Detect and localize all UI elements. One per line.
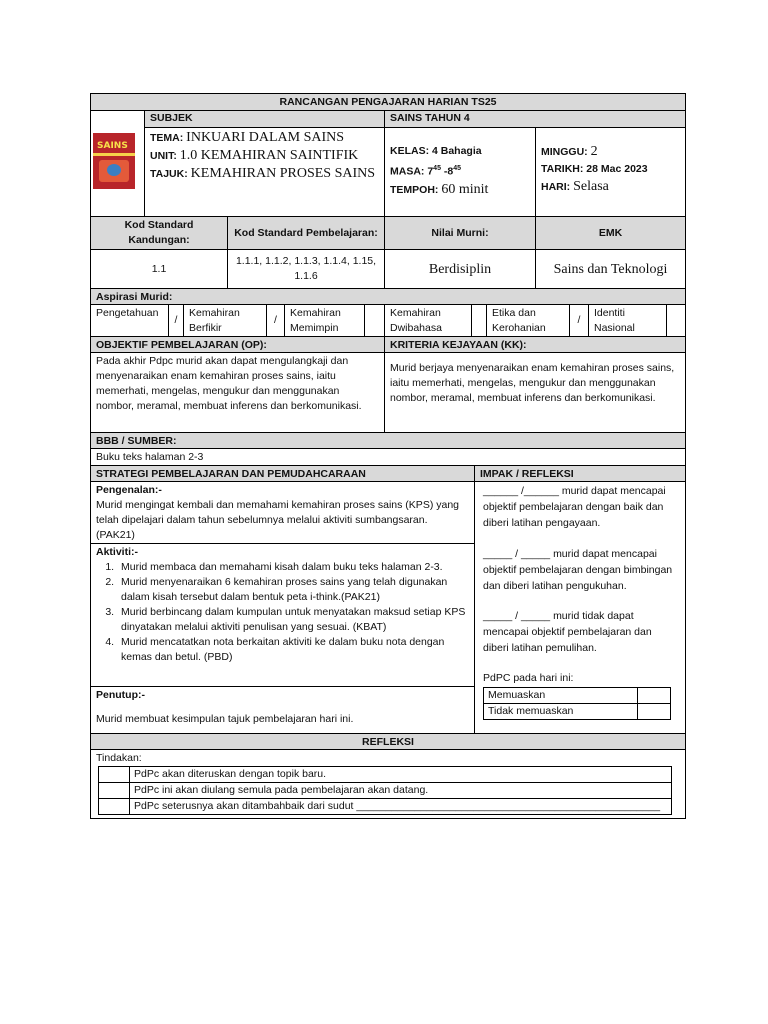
- tajuk-value: KEMAHIRAN PROSES SAINS: [190, 166, 376, 181]
- aktiviti-item: 2. Murid menyenaraikan 6 kemahiran proses sains yang telah digunakan dalam kisah tersebut dalam bentuk peta i-think.(PAK21): [117, 575, 469, 605]
- bbb-text-row: [91, 449, 685, 466]
- bbb-row: [91, 433, 685, 449]
- hari-text: HARI: Selasa: [541, 179, 609, 194]
- tindakan-checkbox[interactable]: [99, 799, 130, 815]
- bbb-text: Buku teks halaman 2-3: [96, 451, 204, 463]
- aktiviti-section: [91, 544, 474, 687]
- tema-line: [150, 129, 379, 147]
- aspirasi-item-label: Etika dan Kerohanian: [487, 305, 570, 336]
- tema-value: INKUARI DALAM SAINS: [186, 130, 345, 145]
- tindakan-row: [99, 767, 672, 783]
- strategi-body-row: [91, 482, 685, 734]
- aktiviti-list: [93, 560, 469, 665]
- pdpc-option-checkbox[interactable]: [638, 688, 671, 704]
- aspirasi-item-label: Pengetahuan: [91, 305, 169, 336]
- unit-value: 1.0 KEMAHIRAN SAINTIFIK: [179, 148, 359, 163]
- lesson-plan-document: [90, 93, 686, 819]
- kelas-text: KELAS: 4 Bahagia: [390, 145, 482, 157]
- class-info: [385, 111, 685, 216]
- emk-header: EMK: [598, 226, 623, 239]
- masa-text: MASA: $7^{45}$ $-8^{45}$: [390, 165, 462, 178]
- document-title: RANCANGAN PENGAJARAN HARIAN TS25: [279, 96, 497, 108]
- op-kk-text-row: [91, 353, 685, 433]
- aspirasi-mark: /: [267, 305, 285, 336]
- pdpc-option-label: Tidak memuaskan: [484, 704, 638, 720]
- aspirasi-item-label: Kemahiran Berfikir: [184, 305, 267, 336]
- subjek-label: SUBJEK: [145, 111, 384, 128]
- minggu-text: MINGGU: 2: [541, 144, 598, 159]
- tajuk-label: TAJUK:: [150, 168, 188, 180]
- ksk-header: Kod Standard Kandungan:: [91, 217, 228, 249]
- subject-info: [145, 111, 385, 216]
- tindakan-checkbox[interactable]: [99, 783, 130, 799]
- op-kk-header-row: [91, 337, 685, 353]
- pdpc-option-row: [484, 704, 671, 720]
- tindakan-label: Tindakan:: [96, 752, 142, 764]
- penutup-section: [91, 687, 474, 733]
- impak-pemulihan: _____ / _____ murid tidak dapat mencapai objektif pembelajaran dan diberi latihan pemulihan.: [483, 610, 652, 654]
- standards-values-row: [91, 250, 685, 289]
- kk-label: KRITERIA KEJAYAAN (KK):: [390, 339, 527, 351]
- aspirasi-items-row: [91, 305, 685, 337]
- ksk-value: 1.1: [91, 250, 228, 288]
- nilai-value: Berdisiplin: [385, 250, 536, 288]
- pdpc-options-table: [483, 687, 671, 720]
- aktiviti-label: Aktiviti:-: [96, 546, 138, 558]
- impak-column: [475, 482, 685, 733]
- title-row: [91, 94, 685, 111]
- ksp-value: 1.1.1, 1.1.2, 1.1.3, 1.1.4, 1.15, 1.1.6: [228, 250, 385, 288]
- ksp-header: Kod Standard Pembelajaran:: [228, 217, 385, 249]
- bbb-label: BBB / SUMBER:: [96, 435, 177, 447]
- strategi-column: [91, 482, 475, 733]
- kk-text: Murid berjaya menyenaraikan enam kemahiran proses sains, iaitu memerhati, mengelas, mengukur dan menggunakan nombor, meramal, membuat inferens dan berkomunikasi.: [390, 362, 675, 404]
- pengenalan-section: [91, 482, 474, 544]
- tindakan-table: [98, 766, 672, 815]
- unit-label: UNIT:: [150, 150, 177, 162]
- tajuk-line: [150, 165, 379, 183]
- emk-value: Sains dan Teknologi: [553, 261, 668, 277]
- op-text: Pada akhir Pdpc murid akan dapat mengulangkaji dan menyenaraikan enam kemahiran proses sains, iaitu memerhati, mengelas, mengukur dan menggunakan nombor, meramal, membuat inferens dan berkomunikasi.: [91, 353, 385, 432]
- tindakan-row: [99, 783, 672, 799]
- tindakan-text: PdPc seterusnya akan ditambahbaik dari sudut ____________________________________________________: [130, 799, 672, 815]
- aspirasi-item-label: Kemahiran Memimpin: [285, 305, 365, 336]
- book-cover-cell: [91, 111, 145, 216]
- pdpc-option-checkbox[interactable]: [638, 704, 671, 720]
- aspirasi-item-label: Identiti Nasional: [589, 305, 667, 336]
- aspirasi-mark: [472, 305, 487, 336]
- book-cover-title: SAINS: [97, 141, 128, 151]
- unit-line: [150, 147, 379, 165]
- refleksi-body: [91, 750, 685, 818]
- refleksi-body-row: [91, 750, 685, 818]
- impak-label: IMPAK / REFLEKSI: [480, 468, 574, 480]
- tindakan-row: [99, 799, 672, 815]
- sains-tahun-label: SAINS TAHUN 4: [385, 111, 685, 128]
- refleksi-header-row: [91, 734, 685, 750]
- tema-label: TEMA:: [150, 132, 184, 144]
- penutup-label: Penutup:-: [96, 689, 145, 701]
- aspirasi-item-label: Kemahiran Dwibahasa: [385, 305, 472, 336]
- penutup-text: Murid membuat kesimpulan tajuk pembelajaran hari ini.: [96, 713, 354, 725]
- aspirasi-mark: /: [169, 305, 184, 336]
- book-cover-image: [93, 133, 135, 189]
- aspirasi-mark: [667, 305, 685, 336]
- aktiviti-item: 4. Murid mencatatkan nota berkaitan aktiviti ke dalam buku nota dengan kemas dan betul. (PBD): [117, 635, 469, 665]
- kelas-masa-cell: [385, 128, 536, 216]
- tindakan-checkbox[interactable]: [99, 767, 130, 783]
- pengenalan-text: Murid mengingat kembali dan memahami kemahiran proses sains (KPS) yang telah dipelajari dalam tahun sebelumnya melalui aktiviti sumbangsaran. (PAK21): [96, 499, 459, 541]
- pengenalan-label: Pengenalan:-: [96, 484, 162, 496]
- strategi-header-row: [91, 466, 685, 482]
- subject-block: [91, 111, 685, 217]
- op-label: OBJEKTIF PEMBELAJARAN (OP):: [91, 337, 385, 352]
- tarikh-text: TARIKH: 28 Mac 2023: [541, 163, 648, 175]
- nilai-header: Nilai Murni:: [385, 217, 536, 249]
- aktiviti-item: 1. Murid membaca dan memahami kisah dalam buku teks halaman 2-3.: [117, 560, 469, 575]
- pdpc-option-row: [484, 688, 671, 704]
- pdpc-option-label: Memuaskan: [484, 688, 638, 704]
- tempoh-text: TEMPOH: 60 minit: [390, 181, 489, 197]
- refleksi-label: REFLEKSI: [362, 736, 414, 748]
- aspirasi-mark: /: [570, 305, 589, 336]
- strategi-label: STRATEGI PEMBELAJARAN DAN PEMUDAHCARAAN: [91, 466, 475, 481]
- aspirasi-row: [91, 289, 685, 305]
- aspirasi-mark: [365, 305, 385, 336]
- impak-bimbingan: _____ / _____ murid dapat mencapai objektif pembelajaran dengan bimbingan dan diberi latihan pengukuhan.: [483, 548, 673, 592]
- impak-baik: ______ /______ murid dapat mencapai objektif pembelajaran dengan baik dan diberi latihan pengayaan.: [483, 485, 666, 529]
- minggu-tarikh-cell: [536, 128, 685, 216]
- aspirasi-label: Aspirasi Murid:: [96, 291, 173, 303]
- aktiviti-item: 3. Murid berbincang dalam kumpulan untuk menyatakan maksud setiap KPS dinyatakan melalui aktiviti penulisan yang sesuai. (KBAT): [117, 605, 469, 635]
- tindakan-text: PdPc akan diteruskan dengan topik baru.: [130, 767, 672, 783]
- standards-header-row: [91, 217, 685, 250]
- pdpc-label: PdPC pada hari ini:: [483, 672, 574, 684]
- tindakan-text: PdPc ini akan diulang semula pada pembelajaran akan datang.: [130, 783, 672, 799]
